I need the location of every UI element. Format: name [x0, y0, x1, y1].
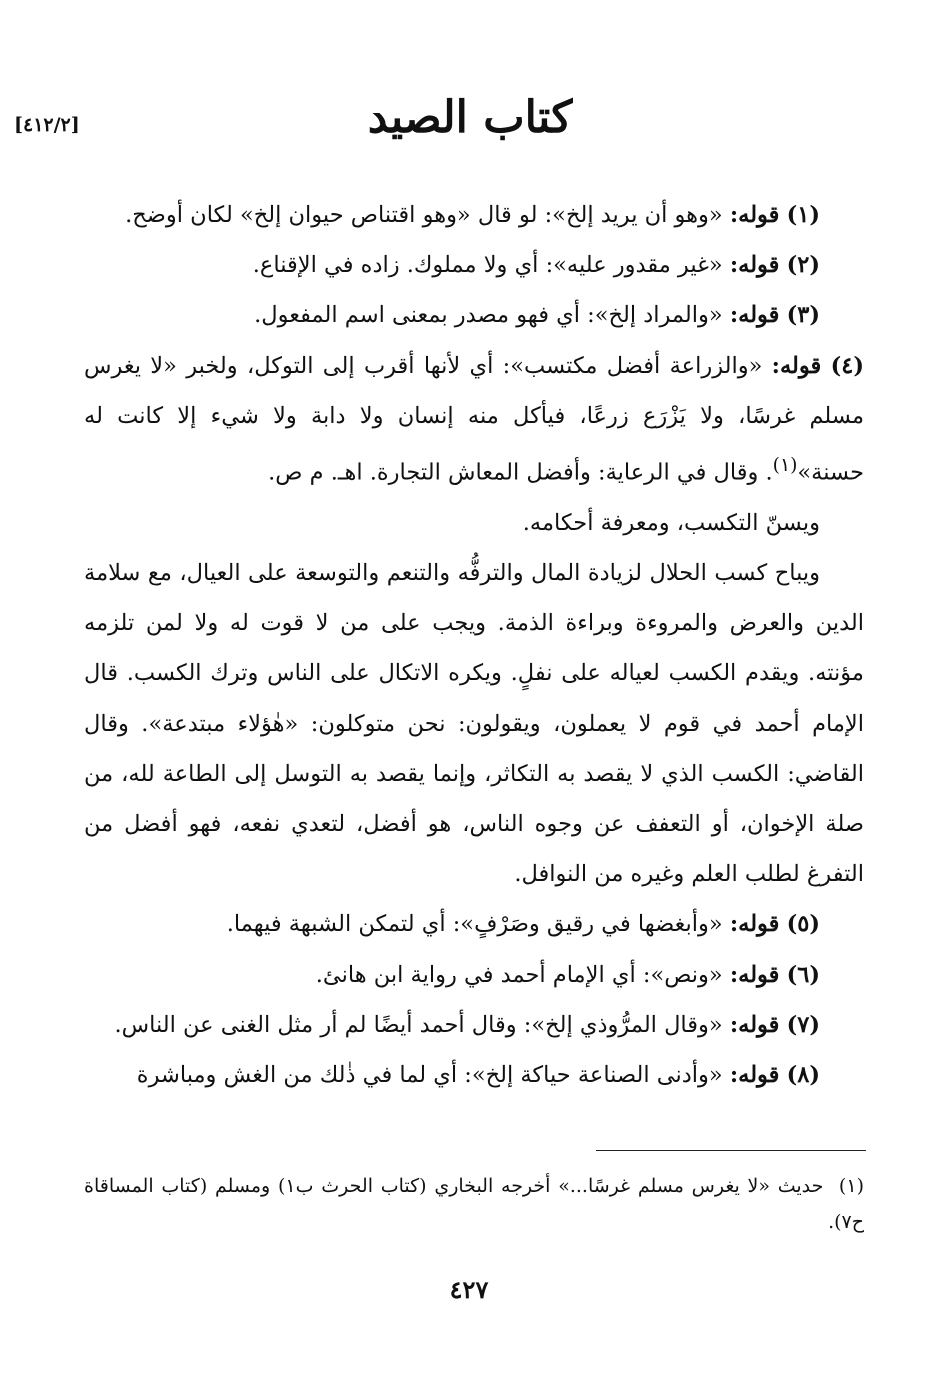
- note-number: (٢): [786, 252, 820, 279]
- footnote-divider: [596, 1150, 866, 1151]
- note-keyword: قوله:: [729, 1011, 780, 1038]
- note-number: (٣): [786, 302, 820, 329]
- paragraph-7: [84, 899, 864, 949]
- paragraph-8: [84, 950, 864, 1000]
- note-number: (٨): [786, 1061, 820, 1088]
- note-text: «غير مقدور عليه»: أي ولا مملوك. زاده في الإقناع.: [252, 252, 730, 279]
- note-keyword: قوله:: [771, 352, 822, 379]
- paragraph-2: [84, 240, 864, 290]
- footnotes: [84, 1168, 864, 1240]
- note-keyword: قوله:: [729, 1061, 780, 1088]
- paragraph-4: [84, 341, 864, 498]
- note-text-tail: . وقال في الرعاية: وأفضل المعاش التجارة. اهـ. م ص.: [268, 459, 773, 486]
- note-number: (١): [786, 202, 820, 228]
- note-number: (٧): [786, 1011, 820, 1038]
- footnote-number: (١): [838, 1175, 864, 1197]
- footnote-1: [84, 1168, 864, 1240]
- paragraph-9: [84, 1000, 864, 1050]
- chapter-title: كتاب الصيد: [367, 92, 573, 143]
- note-keyword: قوله:: [729, 302, 780, 329]
- volume-page-reference: [٤١٢/٢]: [14, 114, 80, 136]
- note-text: «وقال المرُّوذي إلخ»: وقال أحمد أيضًا لم أر مثل الغنى عن الناس.: [114, 1011, 730, 1038]
- main-text: [84, 190, 864, 1100]
- note-text: «ونص»: أي الإمام أحمد في رواية ابن هانئ.: [315, 961, 730, 988]
- paragraph-6: [84, 548, 864, 899]
- note-text: «والمراد إلخ»: أي فهو مصدر بمعنى اسم المفعول.: [254, 302, 730, 329]
- note-number: (٦): [786, 961, 820, 988]
- paragraph-3: [84, 290, 864, 340]
- paragraph-1: [84, 190, 864, 240]
- paragraph-5: [84, 498, 864, 548]
- note-number: (٤): [830, 352, 864, 379]
- paragraph-text: ويسنّ التكسب، ومعرفة أحكامه.: [522, 509, 820, 536]
- paragraph-10: [84, 1050, 864, 1100]
- note-text: «وهو أن يريد إلخ»: لو قال «وهو اقتناص حيوان إلخ» لكان أوضح.: [125, 202, 730, 228]
- paragraph-text: ويباح كسب الحلال لزيادة المال والترفُّه والتنعم والتوسعة على العيال، مع سلامة الدين والعرض والمروءة وبراءة الذمة. ويجب على من لا قوت له ولا لمن تلزمه مؤنته. ويقدم الكسب لعياله على نفلٍ. ويكره الاتكال على الناس وترك الكسب. قال الإمام أحمد في قوم لا يعملون، ويقولون: نحن متوكلون: «هٰؤلاء مبتدعة». وقال القاضي: الكسب الذي لا يقصد به التكاثر، وإنما يقصد به التوسل إلى الطاعة لله، من صلة الإخوان، أو التعفف عن وجوه الناس، هو أفضل، لتعدي نفعه، فهو أفضل من التفرغ لطلب العلم وغيره من النوافل.: [84, 559, 864, 888]
- note-text: «وأبغضها في رقيق وصَرْفٍ»: أي لتمكن الشبهة فيهما.: [226, 911, 730, 938]
- note-text: «وأدنى الصناعة حياكة إلخ»: أي لما في ذٰلك من الغش ومباشرة: [136, 1061, 730, 1088]
- note-keyword: قوله:: [729, 961, 780, 988]
- note-number: (٥): [786, 911, 820, 938]
- note-keyword: قوله:: [729, 202, 780, 228]
- page-number: ٤٢٧: [449, 1275, 489, 1304]
- note-text: «والزراعة أفضل مكتسب»: أي لأنها أقرب إلى التوكل، ولخبر «لا يغرس مسلم غرسًا، ولا يَزْرَع زرعًا، فيأكل منه إنسان ولا دابة ولا شيء إلا كانت له حسنة»: [84, 352, 864, 486]
- footnote-text: حديث «لا يغرس مسلم غرسًا...» أخرجه البخاري (كتاب الحرث ب١) ومسلم (كتاب المساقاة ح٧).: [84, 1175, 864, 1233]
- note-keyword: قوله:: [729, 911, 780, 938]
- footnote-reference: (١): [772, 455, 798, 477]
- note-keyword: قوله:: [729, 252, 780, 279]
